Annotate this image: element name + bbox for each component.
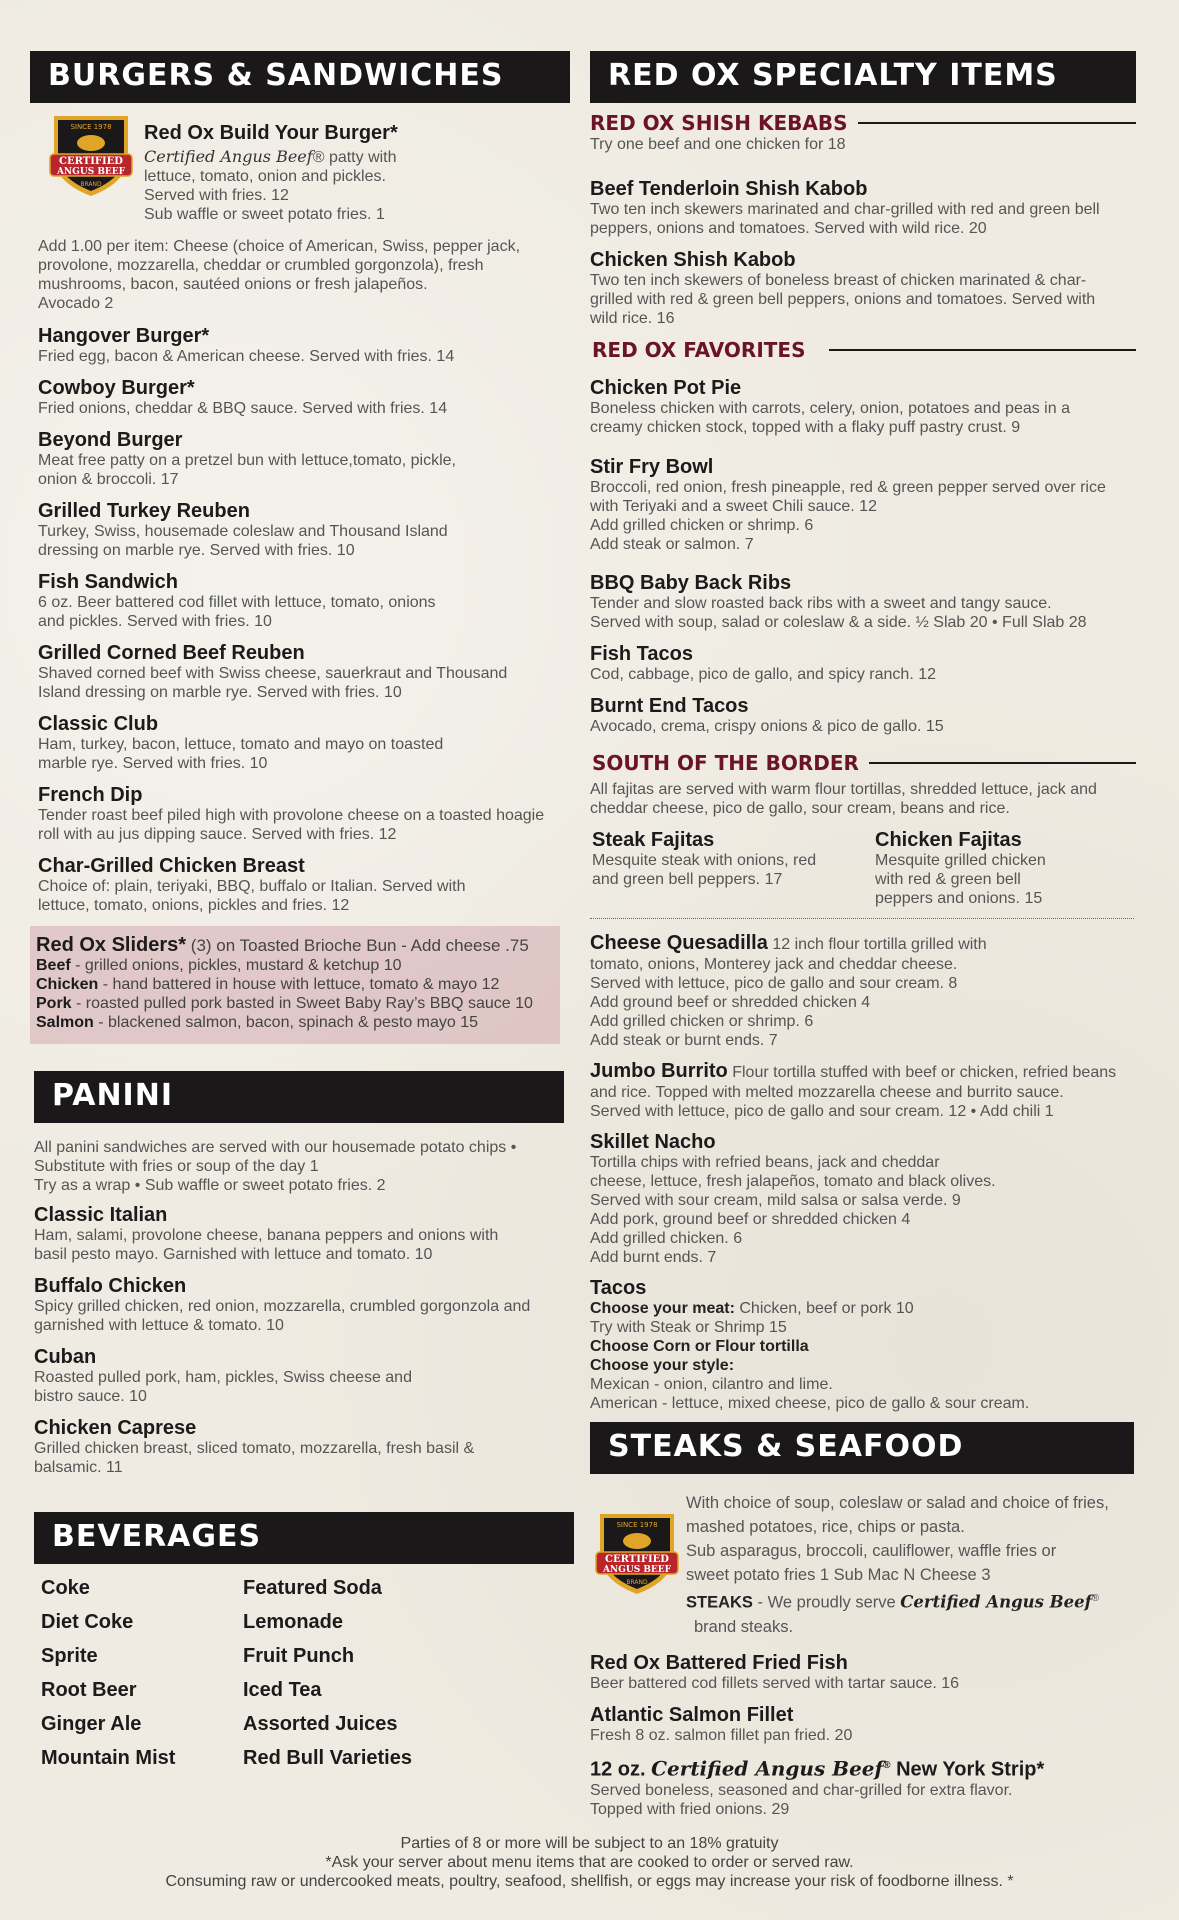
item-desc: Two ten inch skewers marinated and char-grilled with red and green bell peppers, onions and tomatoes. Served with wild rice. 20	[590, 201, 1100, 237]
footer-line: *Ask your server about menu items that are cooked to order or served raw.	[325, 1854, 854, 1871]
item-desc: Tender roast beef piled high with provolone cheese on a toasted hoagie roll with au jus dipping sauce. Served with fries. 12	[38, 807, 545, 843]
item-desc: Fried egg, bacon & American cheese. Served with fries. 14	[38, 348, 455, 365]
desc-text: Add steak or burnt ends. 7	[590, 1032, 778, 1049]
desc-text: Tender and slow roasted back ribs with a sweet and tangy sauce.	[590, 595, 1052, 612]
desc-text: With choice of soup, coleslaw or salad and choice of fries,	[686, 1494, 1109, 1512]
item-name: Hangover Burger*	[38, 325, 210, 347]
desc-text: Served with fries. 12	[144, 187, 289, 204]
item-name: Tacos	[590, 1277, 647, 1299]
item-name: Chicken Pot Pie	[590, 377, 742, 399]
menu-item	[590, 249, 1110, 328]
item-desc	[144, 147, 564, 224]
menu-item	[590, 1060, 1138, 1121]
beverage-item: Sprite	[41, 1645, 98, 1667]
burgers-banner: BURGERS & SANDWICHES	[30, 51, 570, 103]
registered-mark: ®	[1091, 1593, 1100, 1604]
menu-item	[38, 642, 518, 702]
menu-item	[590, 643, 1130, 684]
panini-banner: PANINI	[34, 1071, 564, 1123]
menu-item	[34, 1275, 544, 1335]
footer-line: Parties of 8 or more will be subject to an 18% gratuity	[400, 1835, 779, 1852]
steaks-intro	[686, 1491, 1136, 1639]
badge-since-text: SINCE 1978	[616, 1521, 658, 1529]
slider-option-name: Pork	[36, 995, 72, 1012]
section-heading-text: RED OX SHISH KEBABS	[590, 111, 848, 135]
build-your-burger	[144, 122, 564, 224]
desc-text: American - lettuce, mixed cheese, pico de gallo & sour cream.	[590, 1395, 1030, 1412]
item-desc: Choice of: plain, teriyaki, BBQ, buffalo or Italian. Served with lettuce, tomato, onions, pickles and fries. 12	[38, 878, 466, 914]
desc-text: Topped with fried onions. 29	[590, 1800, 790, 1818]
item-title-row	[590, 1755, 1130, 1781]
slider-option-desc: - hand battered in house with lettuce, tomato & mayo 12	[98, 976, 500, 993]
item-name: Cowboy Burger*	[38, 377, 195, 399]
item-desc: Cod, cabbage, pico de gallo, and spicy ranch. 12	[590, 666, 937, 683]
item-desc: Mesquite steak with onions, red and green bell peppers. 17	[592, 852, 817, 888]
item-desc: Fried onions, cheddar & BBQ sauce. Served with fries. 14	[38, 400, 448, 417]
item-desc: Grilled chicken breast, sliced tomato, mozzarella, fresh basil & balsamic. 11	[34, 1440, 475, 1476]
menu-item	[34, 1346, 454, 1406]
item-name: Burnt End Tacos	[590, 695, 749, 717]
desc-text: Served with sour cream, mild salsa or salsa verde. 9	[590, 1192, 961, 1209]
item-name: Red Ox Battered Fried Fish	[590, 1652, 848, 1674]
beverage-item: Featured Soda	[243, 1577, 382, 1599]
item-desc: Roasted pulled pork, ham, pickles, Swiss cheese and bistro sauce. 10	[34, 1369, 412, 1405]
registered-mark: ®	[883, 1760, 891, 1771]
desc-text: and rice. Topped with melted mozzarella cheese and burrito sauce.	[590, 1084, 1064, 1101]
slider-option-name: Beef	[36, 957, 71, 974]
beverage-item: Assorted Juices	[243, 1713, 398, 1735]
desc-text: cheese, lettuce, fresh jalapeños, tomato and black olives.	[590, 1173, 996, 1190]
slider-option-desc: - grilled onions, pickles, mustard & ketchup 10	[70, 957, 402, 974]
item-name: Beyond Burger	[38, 429, 183, 451]
item-desc: Ham, turkey, bacon, lettuce, tomato and mayo on toasted marble rye. Served with fries. 10	[38, 736, 444, 772]
certified-angus-beef-logo	[46, 112, 136, 198]
divider	[590, 918, 1134, 919]
panini-intro-text: All panini sandwiches are served with our housemade potato chips • Substitute with fries or soup of the day 1	[34, 1139, 517, 1175]
footer-notes	[0, 1834, 1179, 1891]
item-desc	[590, 1083, 1138, 1121]
menu-item	[590, 178, 1130, 238]
divider	[829, 349, 1136, 351]
menu-item	[590, 695, 1130, 736]
desc-text: Add ground beef or shredded chicken 4	[590, 994, 871, 1011]
desc-text: sweet potato fries 1 Sub Mac N Cheese 3	[686, 1566, 991, 1584]
item-name: Buffalo Chicken	[34, 1275, 187, 1297]
desc-text: lettuce, tomato, onion and pickles.	[144, 168, 386, 185]
beverage-item: Root Beer	[41, 1679, 137, 1701]
item-desc: Spicy grilled chicken, red onion, mozzarella, crumbled gorgonzola and garnished with lettuce & tomato. 10	[34, 1298, 531, 1334]
slider-option-desc: - blackened salmon, bacon, spinach & pesto mayo 15	[93, 1014, 479, 1031]
brand-text: Certified Angus Beef	[900, 1592, 1092, 1612]
item-name: Char-Grilled Chicken Breast	[38, 855, 305, 877]
item-name: Beef Tenderloin Shish Kabob	[590, 178, 868, 200]
desc-text: Served with soup, salad or coleslaw & a side. ½ Slab 20 • Full Slab 28	[590, 614, 1087, 631]
desc-text: Choose your meat:	[590, 1300, 735, 1317]
slider-option-name: Chicken	[36, 976, 99, 993]
menu-item	[38, 500, 458, 560]
menu-item	[38, 855, 488, 915]
item-name: 12 oz.	[590, 1758, 652, 1781]
menu-item	[590, 1652, 1130, 1693]
menu-item	[38, 713, 458, 773]
desc-text: Choose Corn or Flour tortilla	[590, 1338, 809, 1355]
beverage-item: Diet Coke	[41, 1611, 134, 1633]
beverage-item: Lemonade	[243, 1611, 344, 1633]
menu-item	[38, 377, 538, 418]
item-name: Red Ox Sliders*	[36, 934, 187, 956]
divider	[858, 122, 1136, 124]
border-intro: All fajitas are served with warm flour tortillas, shredded lettuce, jack and cheddar cheese, pico de gallo, sour cream, beans and rice.	[590, 781, 1097, 817]
slider-option	[36, 994, 554, 1013]
badge-bottom-text: BRAND	[626, 1579, 648, 1586]
desc-text: Mexican - onion, cilantro and lime.	[590, 1376, 833, 1393]
desc-text: Broccoli, red onion, fresh pineapple, red & green pepper served over rice with Teriyaki and a sweet Chili sauce. 12	[590, 479, 1106, 515]
beverage-item: Mountain Mist	[41, 1747, 176, 1769]
item-name: Chicken Fajitas	[875, 829, 1022, 851]
item-name: Jumbo Burrito	[590, 1060, 728, 1082]
item-name: Skillet Nacho	[590, 1131, 716, 1153]
desc-text: Add burnt ends. 7	[590, 1249, 717, 1266]
item-title-row	[590, 1060, 1138, 1083]
menu-item	[38, 571, 458, 631]
desc-text: Served with lettuce, pico de gallo and sour cream. 12 • Add chili 1	[590, 1103, 1054, 1120]
item-desc: Boneless chicken with carrots, celery, onion, potatoes and peas in a creamy chicken stock, topped with a flaky puff pastry crust. 9	[590, 400, 1070, 436]
menu-item	[590, 1755, 1130, 1819]
desc-text: mashed potatoes, rice, chips or pasta.	[686, 1518, 965, 1536]
item-desc: Flour tortilla stuffed with beef or chicken, refried beans	[727, 1064, 1117, 1081]
item-name: French Dip	[38, 784, 143, 806]
item-name: Cuban	[34, 1346, 97, 1368]
item-name: Atlantic Salmon Fillet	[590, 1704, 794, 1726]
item-name: BBQ Baby Back Ribs	[590, 572, 792, 594]
menu-item	[38, 429, 458, 489]
desc-text: - We proudly serve	[752, 1593, 901, 1612]
item-name: Red Ox Build Your Burger*	[144, 122, 398, 144]
panini-intro	[34, 1138, 524, 1195]
brand-text: Certified Angus Beef	[144, 147, 313, 166]
desc-text: Served boneless, seasoned and char-grilled for extra flavor.	[590, 1781, 1013, 1799]
beverages-banner: BEVERAGES	[34, 1512, 574, 1564]
desc-text: brand steaks.	[694, 1617, 794, 1636]
beverage-item: Red Bull Varieties	[243, 1747, 412, 1769]
item-title-row	[590, 932, 1136, 955]
item-name: Grilled Turkey Reuben	[38, 500, 250, 522]
menu-item	[592, 829, 842, 889]
item-name: Classic Club	[38, 713, 159, 735]
item-desc	[590, 1781, 1130, 1819]
item-desc: Two ten inch skewers of boneless breast of chicken marinated & char-grilled with red & green bell peppers, onions and tomatoes. Served with wild rice. 16	[590, 272, 1096, 327]
menu-item	[34, 1204, 534, 1264]
item-name: Fish Sandwich	[38, 571, 179, 593]
desc-text: Add pork, ground beef or shredded chicken 4	[590, 1211, 911, 1228]
badge-since-text: SINCE 1978	[70, 123, 112, 131]
item-desc: Mesquite grilled chicken with red & green bell peppers and onions. 15	[875, 852, 1046, 907]
badge-line2: ANGUS BEEF	[602, 1565, 672, 1575]
desc-text: ® patty with	[312, 149, 397, 166]
item-desc	[590, 478, 1120, 554]
desc-text: Add grilled chicken or shrimp. 6	[590, 517, 814, 534]
desc-text: Chicken, beef or pork 10	[734, 1300, 914, 1317]
item-desc: Turkey, Swiss, housemade coleslaw and Thousand Island dressing on marble rye. Served with fries. 10	[38, 523, 448, 559]
favorites-heading	[592, 338, 1136, 362]
desc-text: STEAKS	[686, 1593, 753, 1612]
menu-item	[590, 456, 1120, 554]
item-desc: Avocado, crema, crispy onions & pico de gallo. 15	[590, 718, 944, 735]
kebabs-heading	[590, 111, 1136, 135]
item-name: Chicken Caprese	[34, 1417, 197, 1439]
steaks-banner: STEAKS & SEAFOOD	[590, 1422, 1134, 1474]
item-desc	[590, 1153, 1136, 1267]
slider-option-name: Salmon	[36, 1014, 94, 1031]
slider-option	[36, 956, 554, 975]
item-desc: Meat free patty on a pretzel bun with lettuce,tomato, pickle, onion & broccoli. 17	[38, 452, 456, 488]
slider-option-desc: - roasted pulled pork basted in Sweet Baby Ray’s BBQ sauce 10	[71, 995, 533, 1012]
addons-text: Add 1.00 per item: Cheese (choice of American, Swiss, pepper jack, provolone, mozzarella, cheddar or crumbled gorgonzola), fresh mushrooms, bacon, sautéed onions or fresh jalapeños.	[38, 238, 521, 293]
badge-line2: ANGUS BEEF	[56, 167, 126, 177]
desc-text: Try with Steak or Shrimp 15	[590, 1319, 787, 1336]
sliders-title-row	[36, 936, 554, 956]
avocado-text: Avocado 2	[38, 295, 114, 312]
slider-option	[36, 975, 554, 994]
item-name: Fish Tacos	[590, 643, 693, 665]
item-desc: Ham, salami, provolone cheese, banana peppers and onions with basil pesto mayo. Garnished with lettuce and tomato. 10	[34, 1227, 499, 1263]
slider-option	[36, 1013, 554, 1032]
border-heading	[592, 751, 1136, 775]
desc-text: Add grilled chicken or shrimp. 6	[590, 1013, 814, 1030]
item-name: Steak Fajitas	[592, 829, 715, 851]
specialty-banner: RED OX SPECIALTY ITEMS	[590, 51, 1136, 103]
footer-line: Consuming raw or undercooked meats, poultry, seafood, shellfish, or eggs may increase your risk of foodborne illness. *	[165, 1873, 1014, 1890]
panini-intro-text: Try as a wrap • Sub waffle or sweet potato fries. 2	[34, 1177, 386, 1194]
menu-item	[590, 377, 1120, 437]
sliders-box	[30, 926, 560, 1044]
item-desc: 6 oz. Beer battered cod fillet with lettuce, tomato, onions and pickles. Served with fries. 10	[38, 594, 436, 630]
menu-item	[590, 932, 1136, 1050]
divider	[869, 762, 1136, 764]
sliders-intro: (3) on Toasted Brioche Bun - Add cheese .75	[186, 936, 529, 955]
desc-text: Served with lettuce, pico de gallo and sour cream. 8	[590, 975, 958, 992]
desc-text: Tortilla chips with refried beans, jack and cheddar	[590, 1154, 940, 1171]
certified-angus-beef-logo	[592, 1510, 682, 1596]
desc-text: Sub waffle or sweet potato fries. 1	[144, 206, 385, 223]
desc-text: Choose your style:	[590, 1357, 735, 1374]
menu-item	[590, 1277, 1136, 1413]
section-heading-text: SOUTH OF THE BORDER	[592, 751, 859, 775]
item-name: Chicken Shish Kabob	[590, 249, 796, 271]
item-name: Cheese Quesadilla	[590, 932, 768, 954]
item-desc	[590, 1299, 1136, 1413]
item-name: New York Strip*	[890, 1758, 1045, 1781]
badge-bottom-text: BRAND	[80, 181, 102, 188]
menu-item	[590, 1131, 1136, 1267]
burger-addons	[38, 237, 538, 313]
item-desc: 12 inch flour tortilla grilled with	[767, 936, 987, 953]
item-name: Stir Fry Bowl	[590, 456, 714, 478]
item-desc: Shaved corned beef with Swiss cheese, sauerkraut and Thousand Island dressing on marble rye. Served with fries. 10	[38, 665, 508, 701]
section-heading-text: RED OX FAVORITES	[592, 338, 806, 362]
item-name: Classic Italian	[34, 1204, 168, 1226]
menu-item	[38, 784, 558, 844]
desc-text: Sub asparagus, broccoli, cauliflower, waffle fries or	[686, 1542, 1057, 1560]
item-desc: Fresh 8 oz. salmon fillet pan fried. 20	[590, 1727, 853, 1744]
item-desc: Beer battered cod fillets served with tartar sauce. 16	[590, 1675, 960, 1692]
beverage-item: Ginger Ale	[41, 1713, 142, 1735]
menu-item	[875, 829, 1075, 908]
item-desc	[590, 955, 1136, 1050]
menu-item	[590, 572, 1136, 632]
badge-line1: CERTIFIED	[605, 1554, 669, 1565]
item-desc	[590, 594, 1136, 632]
desc-text: Add steak or salmon. 7	[590, 536, 754, 553]
desc-text: tomato, onions, Monterey jack and cheddar cheese.	[590, 956, 958, 973]
menu-item	[38, 325, 538, 366]
brand-text: Certified Angus Beef	[651, 1756, 884, 1781]
beverage-item: Coke	[41, 1577, 90, 1599]
desc-text: Add grilled chicken. 6	[590, 1230, 743, 1247]
kebabs-sub: Try one beef and one chicken for 18	[590, 136, 846, 153]
badge-line1: CERTIFIED	[59, 156, 123, 167]
beverage-item: Iced Tea	[243, 1679, 322, 1701]
item-name: Grilled Corned Beef Reuben	[38, 642, 305, 664]
menu-item	[590, 1704, 1130, 1745]
menu-item	[34, 1417, 524, 1477]
beverage-item: Fruit Punch	[243, 1645, 355, 1667]
